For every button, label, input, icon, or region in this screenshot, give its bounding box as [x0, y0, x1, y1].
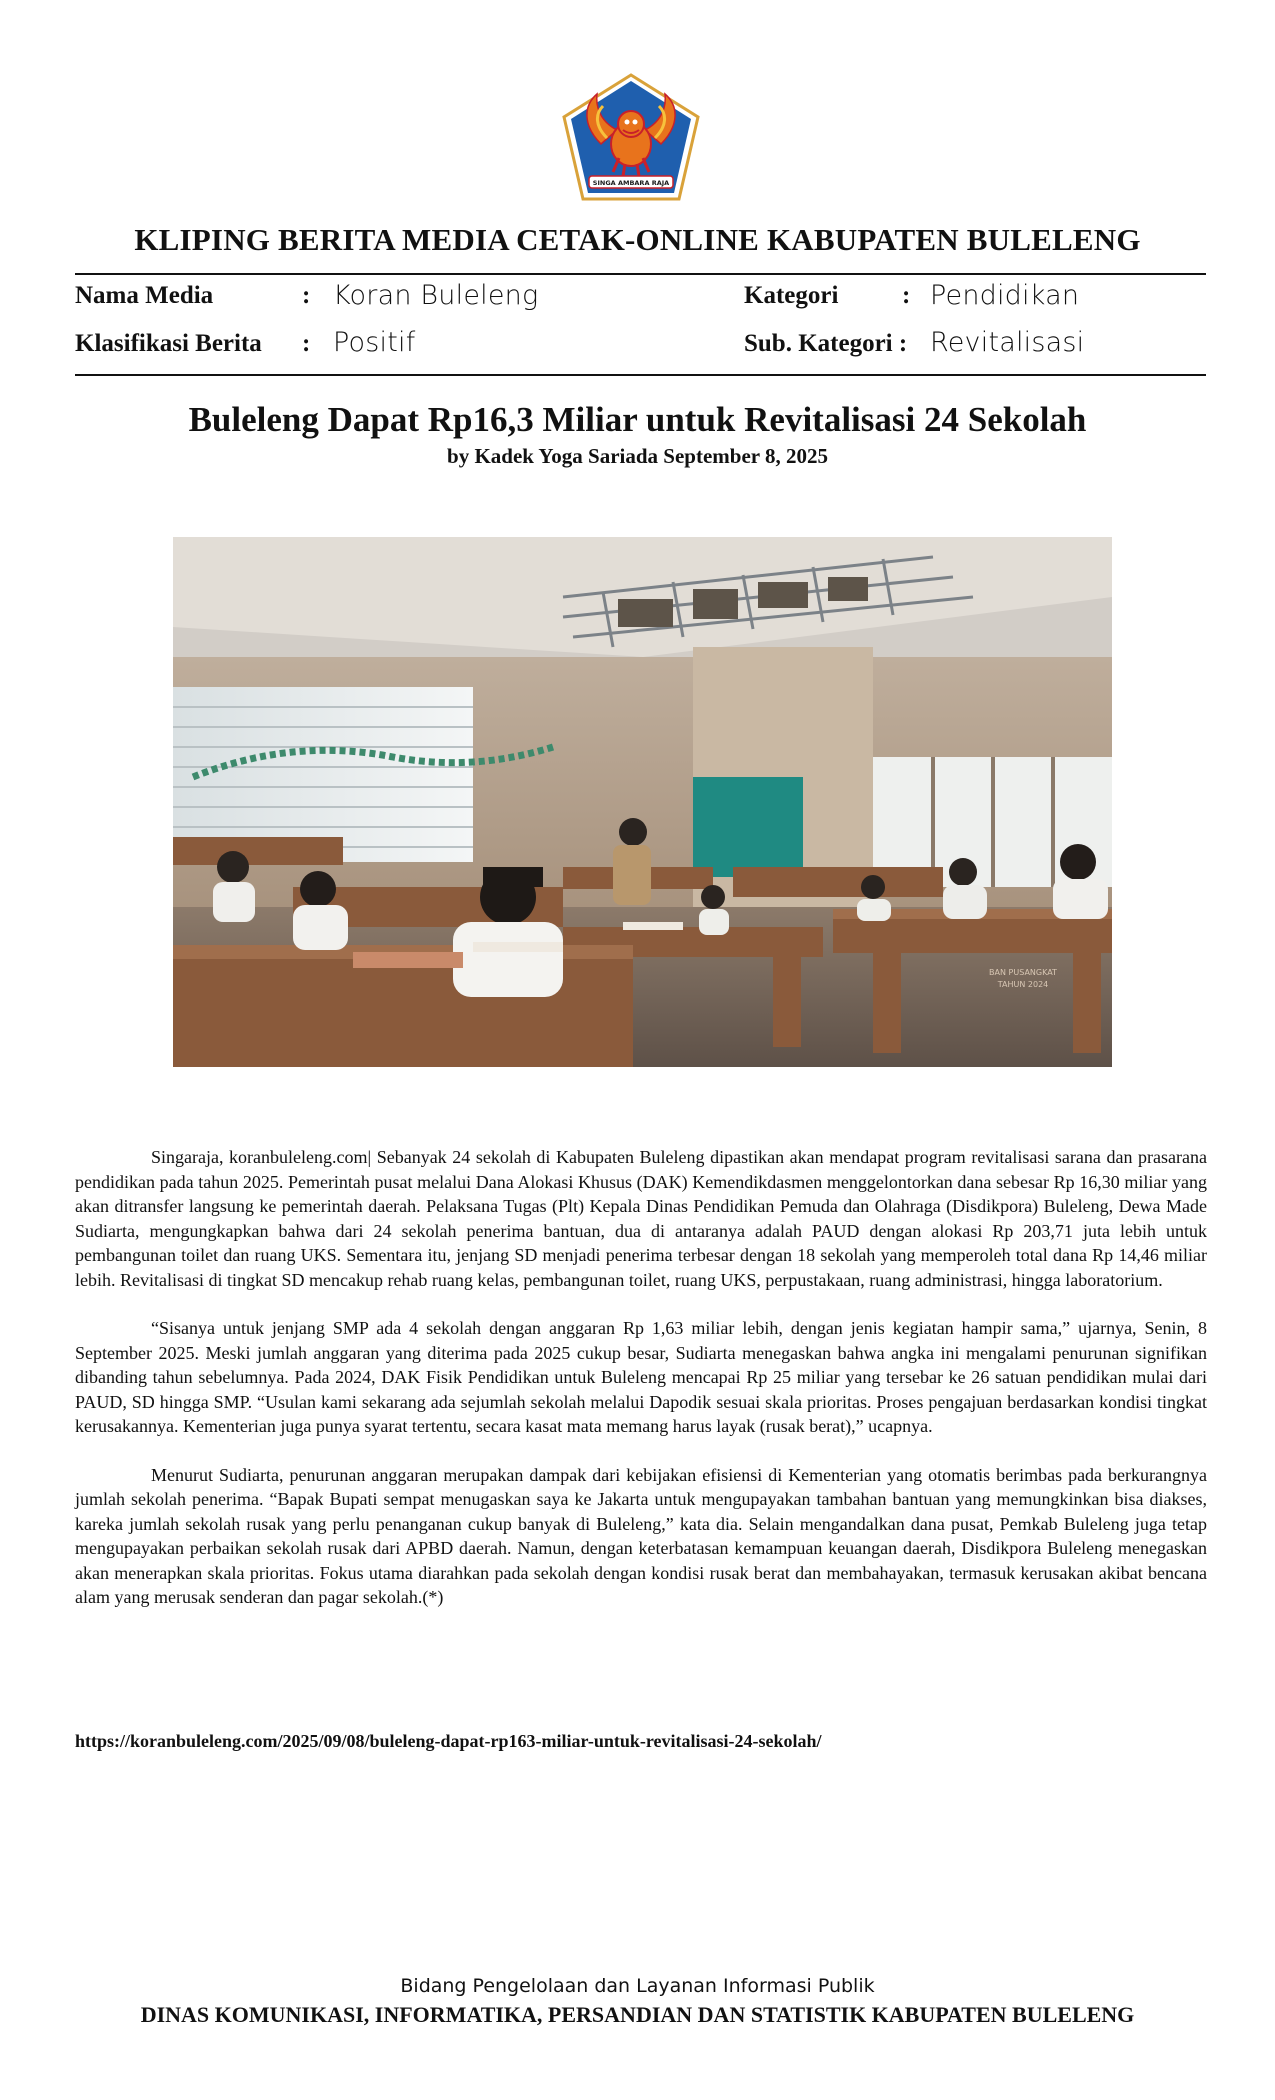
sub-category-value: Revitalisasi	[930, 327, 1085, 358]
article-body	[75, 1145, 1207, 1634]
header-bottom-divider	[75, 374, 1206, 376]
category-colon: :	[902, 282, 911, 309]
footer-division: Bidang Pengelolaan dan Layanan Informasi Publik	[400, 1975, 875, 1997]
page-title: KLIPING BERITA MEDIA CETAK-ONLINE KABUPATEN BULELENG	[134, 222, 1141, 257]
article-headline: Buleleng Dapat Rp16,3 Miliar untuk Revitalisasi 24 Sekolah	[188, 400, 1087, 439]
classification-value: Positif	[333, 327, 416, 358]
desk-label-line-2: TAHUN 2024	[997, 980, 1049, 989]
header-top-divider	[75, 273, 1206, 275]
classification-colon: :	[302, 330, 311, 357]
article-paragraph: Menurut Sudiarta, penurunan anggaran merupakan dampak dari kebijakan efisiensi di Kementerian yang otomatis berimbas pada berkurangnya jumlah sekolah penerima. “Bapak Bupati sempat menugaskan saya ke Jakarta untuk mengupayakan tambahan bantuan yang memungkinkan bisa diakses, kareka jumlah sekolah rusak yang perlu penanganan cukup banyak di Buleleng,” kata dia. Selain mengandalkan dana pusat, Pemkab Buleleng juga tetap mengupayakan perbaikan sekolah rusak dari APBD daerah. Namun, dengan keterbatasan kemampuan keuangan daerah, Disdikpora Buleleng menegaskan akan menerapkan skala prioritas. Fokus utama diarahkan pada sekolah dengan kondisi rusak berat dan membahayakan, termasuk kerusakan akibat bencana alam yang merusak senderan dan pagar sekolah.(*)	[75, 1464, 1207, 1607]
classification-label: Klasifikasi Berita	[75, 330, 262, 357]
sub-category-label: Sub. Kategori :	[744, 330, 908, 357]
media-name-label: Nama Media	[75, 282, 214, 309]
article-paragraph: “Sisanya untuk jenjang SMP ada 4 sekolah dengan anggaran Rp 1,63 miliar lebih, dengan jenis kegiatan hampir sama,” ujarnya, Senin, 8 September 2025. Meski jumlah anggaran yang diterima pada 2025 cukup besar, Sudiarta menegaskan bahwa angka ini mengalami penurunan signifikan dibanding tahun sebelumnya. Pada 2024, DAK Fisik Pendidikan untuk Buleleng mencapai Rp 25 miliar yang tersebar ke 26 satuan pendidikan mulai dari PAUD, SD hingga SMP. “Usulan kami sekarang ada sejumlah sekolah melalui Dapodik sesuai skala prioritas. Proses pengajuan berdasarkan kondisi tingkat kerusakannya. Kementerian juga punya syarat tertentu, secara kasat mata memang harus layak (rusak berat),” ucapnya.	[75, 1318, 1207, 1436]
article-byline: by Kadek Yoga Sariada September 8, 2025	[447, 444, 828, 468]
footer-agency: DINAS KOMUNIKASI, INFORMATIKA, PERSANDIAN DAN STATISTIK KABUPATEN BULELENG	[140, 2002, 1135, 2027]
category-label: Kategori	[744, 282, 839, 309]
media-name-value: Koran Buleleng	[333, 280, 539, 311]
desk-label-line-1: BAN PUSANGKAT	[989, 968, 1057, 977]
buleleng-coat-of-arms-logo	[561, 72, 701, 202]
category-value: Pendidikan	[930, 280, 1080, 311]
logo-motto: SINGA AMBARA RAJA	[592, 179, 670, 187]
source-url-link[interactable]: https://koranbuleleng.com/2025/09/08/buleleng-dapat-rp163-miliar-untuk-revitalisasi-24-sekolah/	[75, 1731, 822, 1751]
article-paragraph: Singaraja, koranbuleleng.com| Sebanyak 24 sekolah di Kabupaten Buleleng dipastikan akan mendapat program revitalisasi sarana dan prasarana pendidikan pada tahun 2025. Pemerintah pusat melalui Dana Alokasi Khusus (DAK) Kemendikdasmen menggelontorkan dana sebesar Rp 16,30 miliar yang akan ditransfer langsung ke pemerintah daerah. Pelaksana Tugas (Plt) Kepala Dinas Pendidikan Pemuda dan Olahraga (Disdikpora) Buleleng, Dewa Made Sudiarta, mengungkapkan bahwa dari 24 sekolah penerima bantuan, dua di antaranya adalah PAUD dengan alokasi Rp 203,71 juta lebih untuk pembangunan toilet dan ruang UKS. Sementara itu, jenjang SD menjadi penerima terbesar dengan 18 sekolah yang memperoleh total dana Rp 14,46 miliar lebih. Revitalisasi di tingkat SD mencakup rehab ruang kelas, pembangunan toilet, ruang UKS, perpustakaan, ruang administrasi, hingga laboratorium.	[75, 1147, 1207, 1290]
media-name-colon: :	[302, 282, 311, 309]
article-photo-classroom	[173, 537, 1112, 1067]
